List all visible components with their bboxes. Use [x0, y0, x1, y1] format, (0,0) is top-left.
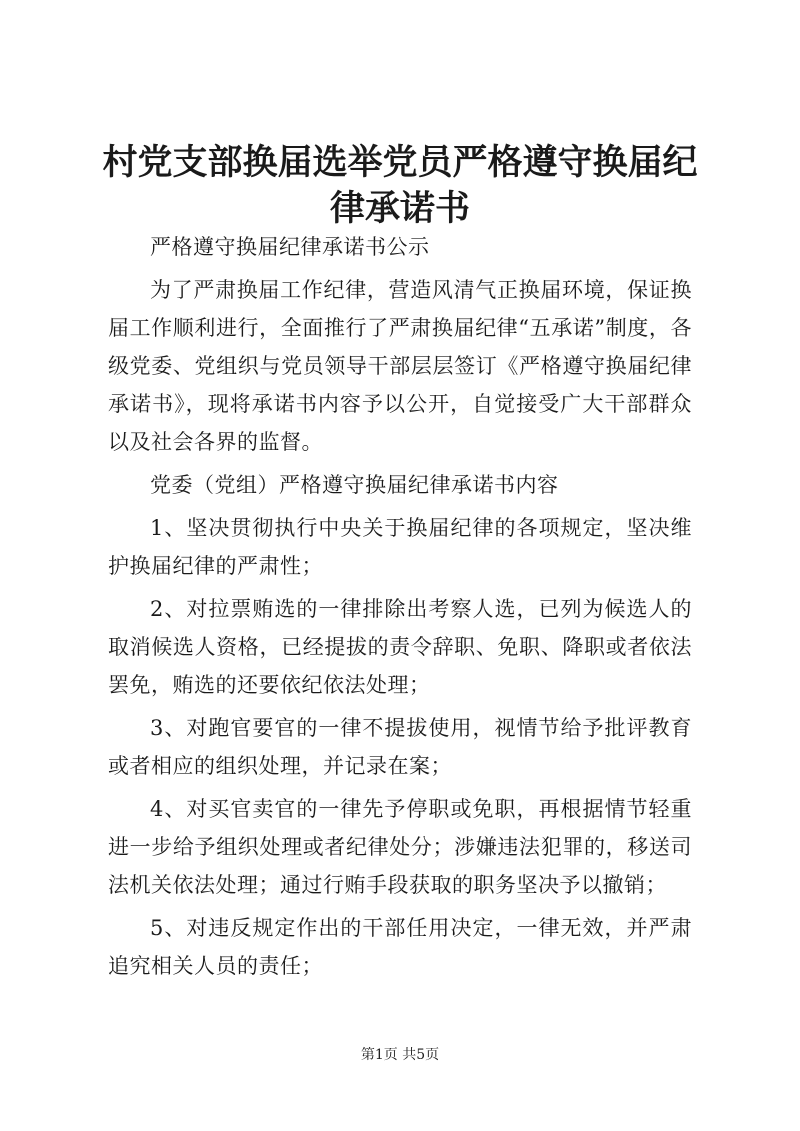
paragraph-item-3: 3、对跑官要官的一律不提拔使用，视情节给予批评教育或者相应的组织处理，并记录在案；: [108, 716, 692, 778]
paragraph-item-2: 2、对拉票贿选的一律排除出考察人选，已列为候选人的取消候选人资格，已经提拔的责令辞职、免职、降职或者依法罢免，贿选的还要依纪依法处理；: [108, 597, 692, 697]
document-body: [108, 228, 692, 990]
paragraph-item-4: 4、对买官卖官的一律先予停职或免职，再根据情节轻重进一步给予组织处理或者纪律处分；涉嫌违法犯罪的，移送司法机关依法处理；通过行贿手段获取的职务坚决予以撤销；: [108, 797, 692, 897]
paragraph-content-heading: 党委（党组）严格遵守换届纪律承诺书内容: [150, 473, 559, 497]
document-title: 村党支部换届选举党员严格遵守换届纪律承诺书: [102, 143, 698, 229]
paragraph-intro: 为了严肃换届工作纪律，营造风清气正换届环境，保证换届工作顺利进行，全面推行了严肃换届纪律“五承诺”制度，各级党委、党组织与党员领导干部层层签订《严格遵守换届纪律承诺书》，现将承诺书内容予以公开，自觉接受广大干部群众以及社会各界的监督。: [108, 278, 692, 454]
page-footer: 第1页 共5页: [360, 1047, 440, 1063]
paragraph-item-5: 5、对违反规定作出的干部任用决定，一律无效，并严肃追究相关人员的责任；: [108, 916, 692, 978]
paragraph-item-1: 1、坚决贯彻执行中央关于换届纪律的各项规定，坚决维护换届纪律的严肃性；: [108, 516, 692, 578]
paragraph-announcement-heading: 严格遵守换届纪律承诺书公示: [150, 235, 430, 259]
